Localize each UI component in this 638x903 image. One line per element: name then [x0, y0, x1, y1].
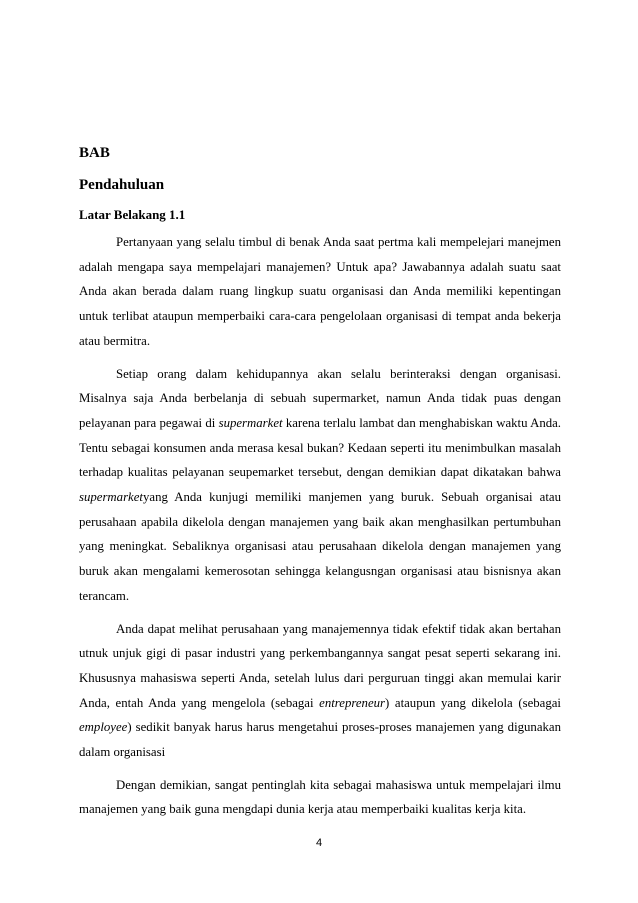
paragraph-2	[79, 362, 561, 609]
paragraph-4	[79, 773, 561, 822]
page-number: 4	[315, 837, 323, 849]
chapter-title: Pendahuluan	[79, 177, 165, 193]
section-title: Latar Belakang 1.1	[79, 207, 186, 222]
paragraph-text: yang Anda kunjugi memiliki manjemen yang buruk. Sebuah organisai atau perusahaan apabila dikelola dengan manajemen yang baik akan menghasilkan pertumbuhan yang meningkat. Sebaliknya organisasi atau perusahaan dikelola dengan manajemen yang buruk akan mengalami kemerosotan sehingga kelangusngan organisasi atau bisnisnya akan terancam.	[79, 490, 561, 603]
paragraph-text: Dengan demikian, sangat pentinglah kita sebagai mahasiswa untuk mempelajari ilmu manajemen yang baik guna mengdapi dunia kerja atau memperbaiki kualitas kerja kita.	[79, 777, 561, 817]
body-text	[79, 230, 561, 830]
paragraph-3	[79, 617, 561, 765]
paragraph-text: karena terlalu lambat dan menghabiskan waktu Anda. Tentu sebagai konsumen anda merasa kesal bukan? Kedaan seperti itu menimbulkan masalah terhadap kualitas pelayanan seupemarket tersebut, dengan demikian dapat dikatakan bahwa	[79, 415, 561, 480]
paragraph-text: Anda dapat melihat perusahaan yang manajemennya tidak efektif tidak akan bertahan utnuk unjuk gigi di pasar industri yang perkembangannya sangat pesat seperti sekarang ini. Khususnya mahasiswa seperti Anda, setelah lulus dari perguruan tinggi akan memulai karir Anda, entah Anda yang mengelola (sebagai	[79, 621, 561, 710]
paragraph-text: Setiap orang dalam kehidupannya akan selalu berinteraksi dengan organisasi. Misalnya saja Anda berbelanja di sebuah supermarket, namun Anda tidak puas dengan pelayanan para pegawai di	[79, 366, 561, 430]
italic-term: supermarket	[218, 415, 283, 430]
chapter-label: BAB	[79, 145, 110, 161]
paragraph-text: ) ataupun yang dikelola (sebagai	[385, 695, 561, 710]
paragraph-text: Pertanyaan yang selalu timbul di benak Anda saat pertma kali mempelejari manejmen adalah mengapa saya mempelajari manajemen? Untuk apa? Jawabannya adalah suatu saat Anda akan berada dalam ruang lingkup suatu organisasi dan Anda memiliki kepentingan untuk terlibat ataupun memperbaiki cara-cara pengelolaan organisasi di tempat anda bekerja atau bermitra.	[79, 235, 561, 348]
paragraph-1	[79, 230, 561, 354]
italic-term: employee	[79, 720, 128, 735]
italic-term: supermarket	[79, 490, 143, 505]
italic-term: entrepreneur	[319, 695, 386, 710]
paragraph-text: ) sedikit banyak harus harus mengetahui proses-proses manajemen yang digunakan dalam organisasi	[79, 720, 561, 760]
